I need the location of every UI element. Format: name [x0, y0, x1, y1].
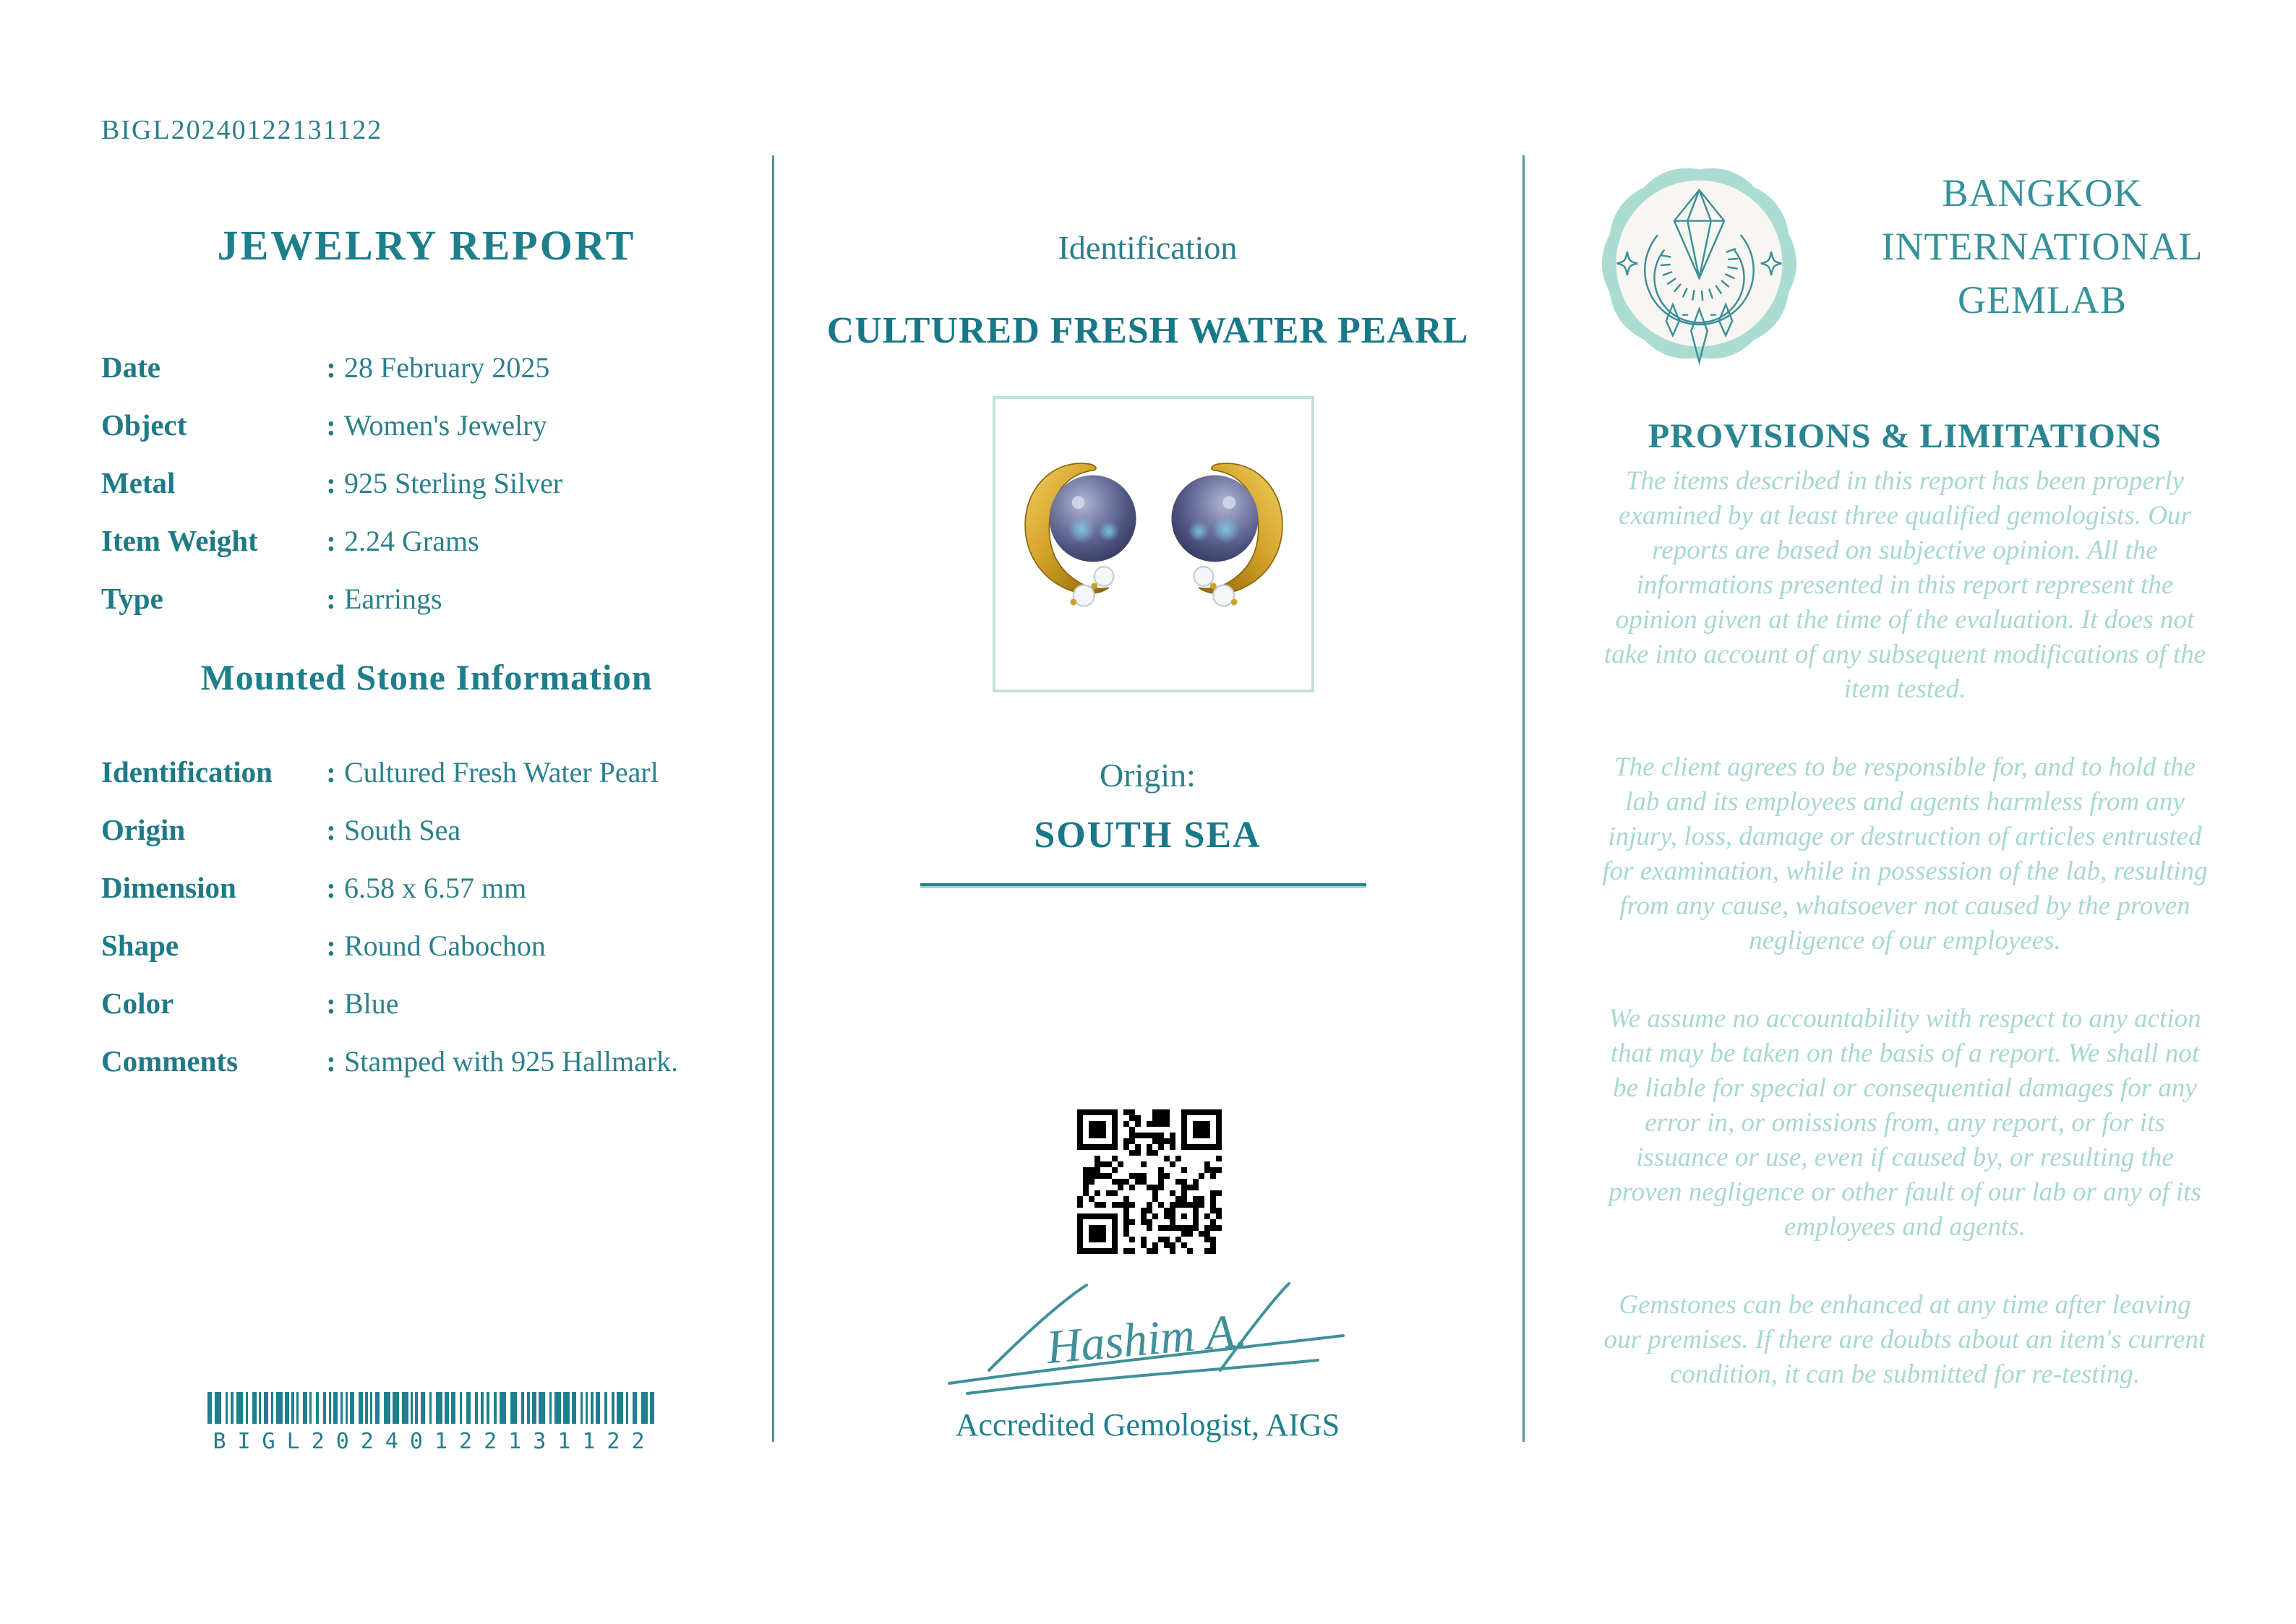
barcode-text: BIGL20240122131122	[213, 1429, 656, 1454]
detail-label: Comments	[101, 1044, 239, 1078]
org-name-line: GEMLAB	[1958, 278, 2127, 322]
qr-code	[1077, 1109, 1222, 1254]
detail-colon: :	[326, 1044, 336, 1078]
detail-value: Cultured Fresh Water Pearl	[344, 755, 659, 789]
gemlab-logo-badge	[1589, 153, 1809, 374]
provisions-title: PROVISIONS & LIMITATIONS	[1648, 417, 2162, 455]
table-row	[101, 974, 752, 1032]
detail-value: Blue	[344, 987, 399, 1020]
detail-label: Shape	[101, 929, 179, 962]
right-earring	[1171, 463, 1282, 606]
org-name-line: INTERNATIONAL	[1881, 225, 2203, 268]
table-row	[101, 859, 752, 916]
detail-label: Metal	[101, 466, 176, 499]
detail-value: 6.58 x 6.57 mm	[344, 871, 527, 904]
table-row	[101, 338, 752, 396]
table-row	[101, 916, 752, 974]
detail-label: Item Weight	[101, 524, 258, 557]
jewelry-report-title: JEWELRY REPORT	[217, 222, 636, 269]
detail-colon: :	[326, 871, 336, 904]
identification-heading: Identification	[1058, 229, 1238, 266]
table-row	[101, 454, 752, 512]
detail-colon: :	[326, 929, 336, 962]
detail-value: Stamped with 925 Hallmark.	[344, 1044, 679, 1078]
org-name	[1840, 166, 2245, 327]
detail-colon: :	[326, 351, 336, 384]
provisions-paragraph: The client agrees to be responsible for, and to hold the lab and its employees and agents harmless from any injury, loss, damage or destruction of articles entrusted for examination, while in possession of the lab, resulting from any cause, whatsoever not caused by the proven negligence of our employees.	[1602, 752, 2208, 955]
detail-label: Color	[101, 987, 174, 1020]
detail-label: Identification	[101, 755, 273, 789]
table-row	[101, 1032, 752, 1090]
detail-label: Object	[101, 408, 187, 442]
signature-name: Hashim A.	[1044, 1304, 1249, 1375]
detail-colon: :	[326, 408, 336, 442]
detail-value: Earrings	[344, 582, 442, 615]
detail-value: 925 Sterling Silver	[344, 466, 563, 499]
gemlab-logo	[1589, 153, 1809, 374]
detail-value: Round Cabochon	[344, 929, 546, 962]
detail-colon: :	[326, 813, 336, 846]
signature	[881, 1269, 1415, 1414]
mounted-stone-table	[101, 743, 752, 1090]
left-earring	[1025, 463, 1136, 606]
detail-colon: :	[326, 987, 336, 1020]
detail-label: Type	[101, 582, 163, 615]
mounted-stone-heading: Mounted Stone Information	[200, 657, 653, 697]
provisions-paragraph: We assume no accountability with respect to any action that may be taken on the basis of a report. We shall not be liable for special or consequential damages for any error in, or omissions from, any report, or for its issuance or use, even if caused by, or resulting the proven negligence or other fault of our lab or any of its employees and agents.	[1609, 1004, 2201, 1242]
detail-value: South Sea	[344, 813, 461, 846]
pearl-earrings-image	[1009, 443, 1298, 645]
origin-label: Origin:	[1100, 757, 1196, 794]
table-row	[101, 801, 752, 859]
barcode-image	[207, 1392, 661, 1424]
provisions-paragraph: The items described in this report has been properly examined by at least three qualified gemologists. Our reports are based on subjective opinion. All the informations presented in this report represent the opinion given at the time of the evaluation. It does not take into account of any subsequent modifications of the item tested.	[1603, 466, 2206, 704]
barcode	[207, 1392, 661, 1454]
origin-underline	[920, 883, 1366, 888]
detail-value: 28 February 2025	[344, 351, 550, 384]
detail-label: Dimension	[101, 871, 236, 904]
provisions-paragraph: Gemstones can be enhanced at any time after leaving our premises. If there are doubts about an item's current condition, it can be submitted for re-testing.	[1603, 1290, 2206, 1389]
origin-value: SOUTH SEA	[1034, 815, 1261, 856]
table-row	[101, 396, 752, 454]
detail-colon: :	[326, 466, 336, 499]
org-name-line: BANGKOK	[1942, 171, 2143, 215]
detail-value: 2.24 Grams	[344, 524, 479, 557]
table-row	[101, 570, 752, 627]
detail-colon: :	[326, 755, 336, 789]
table-row	[101, 512, 752, 570]
item-photo-frame	[993, 396, 1314, 692]
item-details-table	[101, 338, 752, 627]
signature-image	[881, 1269, 1415, 1414]
identification-value: CULTURED FRESH WATER PEARL	[826, 310, 1469, 351]
report-number: BIGL20240122131122	[101, 115, 383, 145]
provisions-text	[1598, 464, 2212, 1435]
detail-label: Origin	[101, 813, 186, 846]
detail-colon: :	[326, 582, 336, 615]
detail-colon: :	[326, 524, 336, 557]
detail-label: Date	[101, 351, 160, 384]
detail-value: Women's Jewelry	[344, 408, 547, 442]
gemologist-title: Accredited Gemologist, AIGS	[955, 1407, 1340, 1443]
table-row	[101, 743, 752, 801]
